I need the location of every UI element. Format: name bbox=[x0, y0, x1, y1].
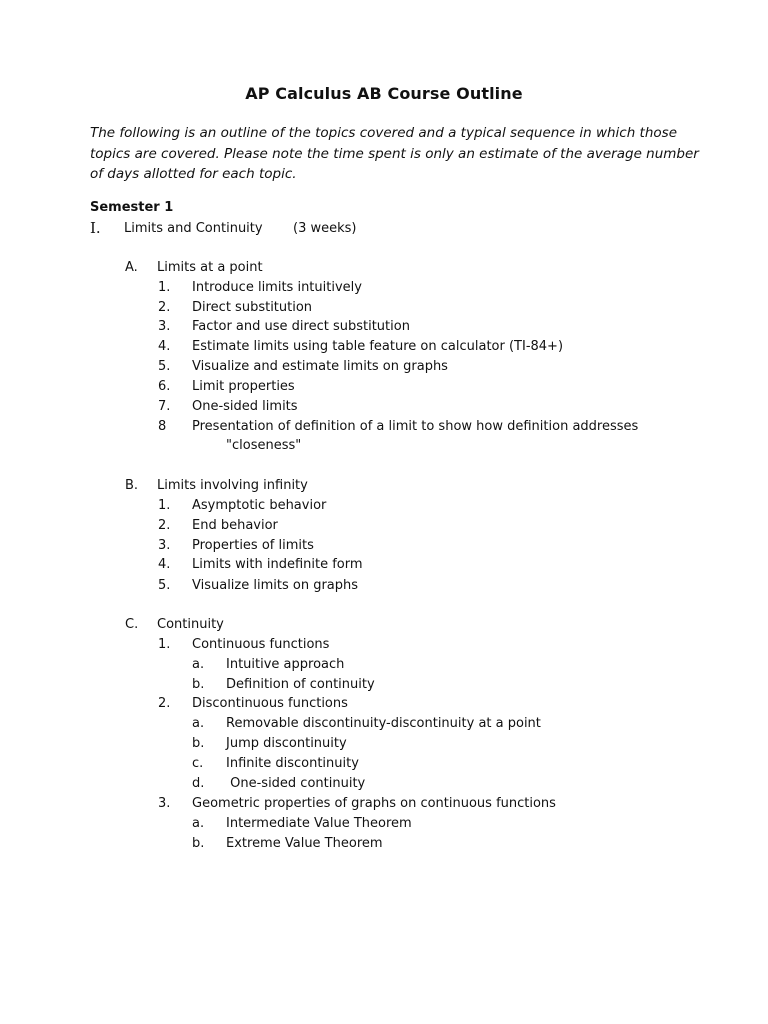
unit-duration: (3 weeks) bbox=[293, 221, 357, 236]
item-text: Presentation of definition of a limit to show how definition addresses bbox=[192, 419, 639, 434]
sub-item-letter: b. bbox=[192, 736, 205, 751]
item-text: Introduce limits intuitively bbox=[192, 280, 362, 295]
sub-item-text: Extreme Value Theorem bbox=[226, 836, 383, 851]
item-text: Asymptotic behavior bbox=[192, 498, 327, 513]
sub-item-letter: a. bbox=[192, 657, 205, 672]
sub-item-text: Intermediate Value Theorem bbox=[226, 816, 412, 831]
item-number: 3. bbox=[158, 319, 171, 334]
item-number: 1. bbox=[158, 498, 171, 513]
item-number: 7. bbox=[158, 399, 171, 414]
item-text: Direct substitution bbox=[192, 300, 313, 315]
item-number: 5. bbox=[158, 359, 171, 374]
item-text: Factor and use direct substitution bbox=[192, 319, 410, 334]
item-text: Estimate limits using table feature on calculator (TI-84+) bbox=[192, 339, 564, 354]
item-text: End behavior bbox=[192, 518, 278, 533]
item-text: Continuous functions bbox=[192, 637, 330, 652]
sub-item-letter: a. bbox=[192, 816, 205, 831]
item-number: 4. bbox=[158, 557, 171, 572]
item-text-continuation: "closeness" bbox=[226, 438, 302, 453]
item-text: Discontinuous functions bbox=[192, 696, 348, 711]
item-number: 4. bbox=[158, 339, 171, 354]
item-number: 2. bbox=[158, 300, 171, 315]
sub-item-text: Infinite discontinuity bbox=[226, 756, 359, 771]
item-number: 2. bbox=[158, 518, 171, 533]
item-number: 6. bbox=[158, 379, 171, 394]
section-letter: A. bbox=[125, 260, 138, 275]
sub-item-letter: b. bbox=[192, 677, 205, 692]
item-number: 1. bbox=[158, 637, 171, 652]
sub-item-text: Intuitive approach bbox=[226, 657, 345, 672]
item-text: One-sided limits bbox=[192, 399, 298, 414]
unit-name: Limits and Continuity bbox=[124, 221, 263, 236]
sub-item-letter: c. bbox=[192, 756, 204, 771]
item-number: 2. bbox=[158, 696, 171, 711]
intro-line: The following is an outline of the topics covered and a typical sequence in which those bbox=[90, 125, 678, 141]
section-title: Limits involving infinity bbox=[157, 478, 308, 493]
item-number: 8 bbox=[158, 419, 167, 434]
sub-item-text: Removable discontinuity-discontinuity at a point bbox=[226, 716, 541, 731]
document-title: AP Calculus AB Course Outline bbox=[245, 84, 523, 103]
item-text: Limits with indefinite form bbox=[192, 557, 363, 572]
intro-paragraph bbox=[90, 123, 699, 185]
item-text: Visualize limits on graphs bbox=[192, 578, 359, 593]
item-text: Geometric properties of graphs on continuous functions bbox=[192, 796, 556, 811]
section-title: Limits at a point bbox=[157, 260, 263, 275]
sub-item-letter: a. bbox=[192, 716, 205, 731]
section-letter: C. bbox=[125, 617, 139, 632]
item-number: 5. bbox=[158, 578, 171, 593]
sub-item-text: One-sided continuity bbox=[226, 776, 366, 791]
sub-item-letter: b. bbox=[192, 836, 205, 851]
sub-item-letter: d. bbox=[192, 776, 205, 791]
semester-heading: Semester 1 bbox=[90, 200, 174, 215]
sub-item-text: Jump discontinuity bbox=[226, 736, 347, 751]
item-number: 3. bbox=[158, 796, 171, 811]
item-number: 1. bbox=[158, 280, 171, 295]
intro-line: topics are covered. Please note the time spent is only an estimate of the average number bbox=[90, 145, 699, 162]
item-text: Properties of limits bbox=[192, 538, 314, 553]
sub-item-text: Definition of continuity bbox=[226, 677, 375, 692]
section-title: Continuity bbox=[157, 617, 224, 632]
intro-line: of days allotted for each topic. bbox=[90, 166, 297, 182]
item-number: 3. bbox=[158, 538, 171, 553]
unit-numeral: I. bbox=[90, 219, 101, 237]
item-text: Visualize and estimate limits on graphs bbox=[192, 359, 448, 374]
section-letter: B. bbox=[125, 478, 139, 493]
item-text: Limit properties bbox=[192, 379, 295, 394]
